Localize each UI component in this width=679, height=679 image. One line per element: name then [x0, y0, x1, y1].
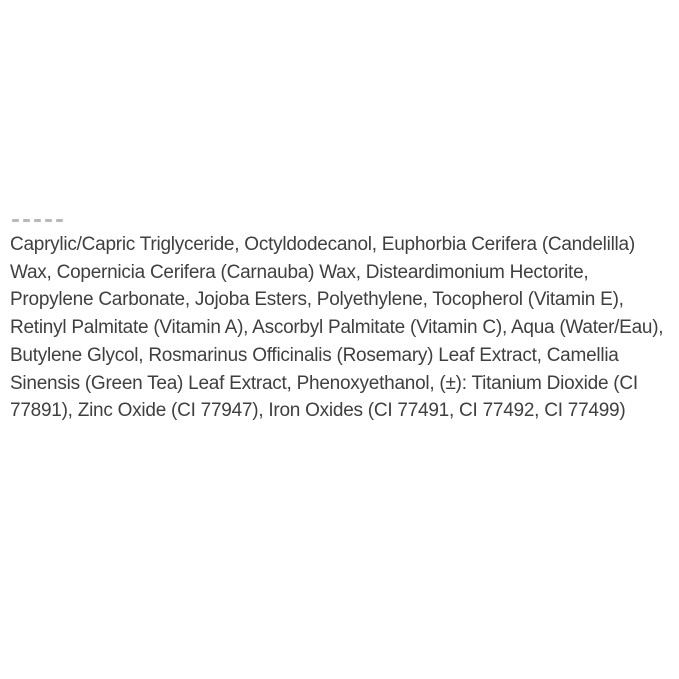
dash-mark [56, 219, 63, 222]
dash-mark [34, 219, 41, 222]
cropped-text-remnant [12, 219, 63, 222]
ingredients-line: Retinyl Palmitate (Vitamin A), Ascorbyl Palmitate (Vitamin C), Aqua (Water/Eau), [10, 317, 664, 339]
ingredients-line: 77891), Zinc Oxide (CI 77947), Iron Oxides (CI 77491, CI 77492, CI 77499) [10, 400, 626, 422]
ingredients-line: Butylene Glycol, Rosmarinus Officinalis (Rosemary) Leaf Extract, Camellia [10, 344, 619, 366]
ingredients-line: Wax, Copernicia Cerifera (Carnauba) Wax, Disteardimonium Hectorite, [10, 261, 589, 283]
dash-mark [23, 219, 30, 222]
ingredients-line: Sinensis (Green Tea) Leaf Extract, Phenoxyethanol, (±): Titanium Dioxide (CI [10, 372, 638, 394]
dash-mark [12, 219, 19, 222]
ingredients-line: Caprylic/Capric Triglyceride, Octyldodecanol, Euphorbia Cerifera (Candelilla) [10, 234, 635, 255]
ingredients-line: Propylene Carbonate, Jojoba Esters, Polyethylene, Tocopherol (Vitamin E), [10, 289, 624, 311]
ingredients-paragraph [10, 231, 675, 425]
dash-mark [45, 219, 52, 222]
